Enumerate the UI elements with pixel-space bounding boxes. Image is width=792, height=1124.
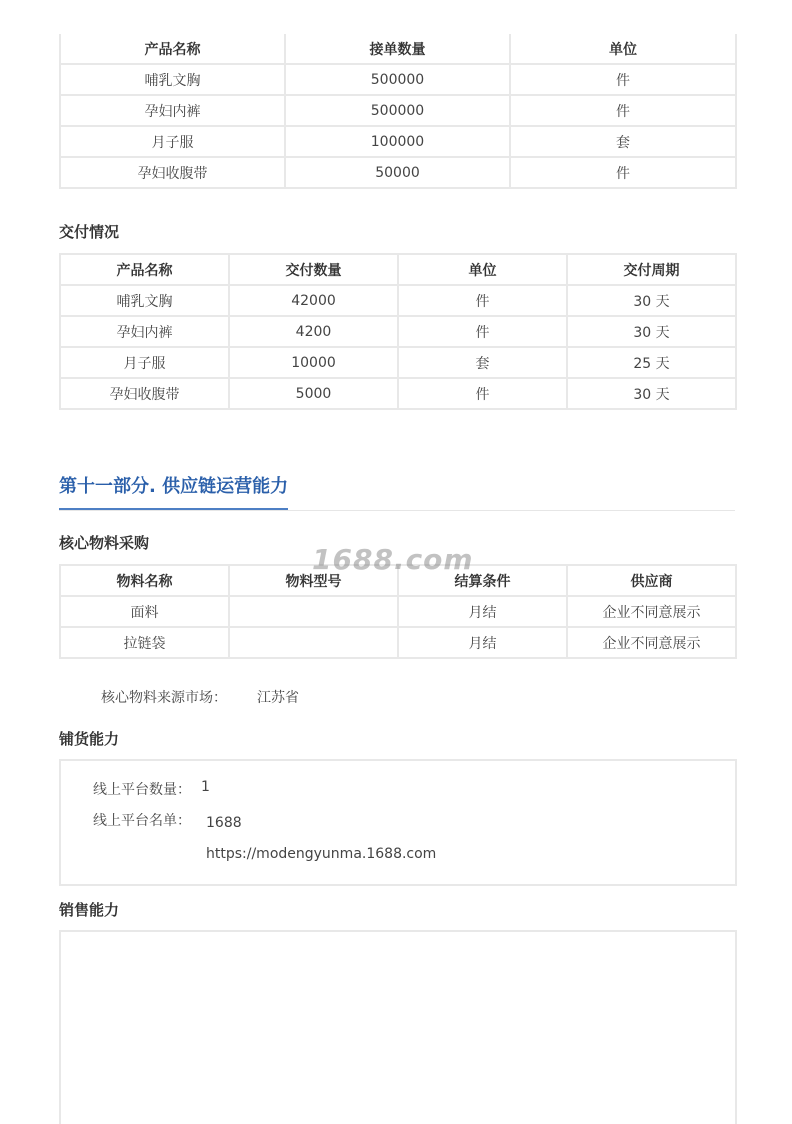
material-source-value: 江苏省 xyxy=(257,690,299,706)
table-cell: 4200 xyxy=(229,316,398,347)
section-title xyxy=(59,474,735,511)
table-row xyxy=(60,627,736,658)
column-header: 交付数量 xyxy=(229,254,398,285)
column-header: 结算条件 xyxy=(398,565,567,596)
platform-name: 1688 xyxy=(206,815,242,831)
platform-list-label: 线上平台名单： xyxy=(93,813,191,829)
table-row xyxy=(60,596,736,627)
column-header: 供应商 xyxy=(567,565,736,596)
table-cell: 月结 xyxy=(398,627,567,658)
table-cell: 10000 xyxy=(229,347,398,378)
table-cell: 件 xyxy=(510,157,736,188)
table-cell: 面料 xyxy=(60,596,229,627)
materials-table xyxy=(59,564,737,659)
table-cell: 件 xyxy=(398,316,567,347)
table-cell: 套 xyxy=(510,126,736,157)
table-row xyxy=(60,378,736,409)
table-cell: 企业不同意展示 xyxy=(567,627,736,658)
platform-count-label: 线上平台数量： xyxy=(93,782,191,798)
table-cell xyxy=(229,627,398,658)
table-cell: 件 xyxy=(510,64,736,95)
table-cell xyxy=(229,596,398,627)
table-cell: 30 天 xyxy=(567,285,736,316)
table-cell: 100000 xyxy=(285,126,510,157)
table-header-row xyxy=(60,565,736,596)
column-header: 物料名称 xyxy=(60,565,229,596)
column-header: 产品名称 xyxy=(60,254,229,285)
column-header: 单位 xyxy=(398,254,567,285)
table-cell: 500000 xyxy=(285,64,510,95)
section-title-text: 第十一部分. 供应链运营能力 xyxy=(59,474,288,510)
table-cell: 件 xyxy=(398,378,567,409)
table-cell: 月子服 xyxy=(60,126,285,157)
materials-heading: 核心物料采购 xyxy=(59,534,150,552)
column-header: 物料型号 xyxy=(229,565,398,596)
distribution-heading: 铺货能力 xyxy=(59,730,120,748)
platform-url-link[interactable]: https://modengyunma.1688.com xyxy=(206,846,437,862)
table-row xyxy=(60,64,736,95)
column-header: 交付周期 xyxy=(567,254,736,285)
table-row xyxy=(60,316,736,347)
table-header-row xyxy=(60,254,736,285)
column-header: 接单数量 xyxy=(285,34,510,64)
table-cell: 哺乳文胸 xyxy=(60,64,285,95)
sales-box xyxy=(59,930,737,1124)
material-source-label: 核心物料来源市场： xyxy=(101,690,227,706)
watermark: 1688.com xyxy=(312,543,474,576)
table-row xyxy=(60,95,736,126)
table-cell: 孕妇收腹带 xyxy=(60,157,285,188)
table-row xyxy=(60,285,736,316)
delivery-heading: 交付情况 xyxy=(59,223,120,241)
table-cell: 42000 xyxy=(229,285,398,316)
sales-heading: 销售能力 xyxy=(59,901,120,919)
table-cell: 30 天 xyxy=(567,378,736,409)
table-cell: 套 xyxy=(398,347,567,378)
table-cell: 哺乳文胸 xyxy=(60,285,229,316)
table-cell: 500000 xyxy=(285,95,510,126)
delivery-table xyxy=(59,253,737,410)
table-row xyxy=(60,126,736,157)
column-header: 产品名称 xyxy=(60,34,285,64)
table-cell: 孕妇内裤 xyxy=(60,95,285,126)
table-cell: 孕妇内裤 xyxy=(60,316,229,347)
table-cell: 件 xyxy=(510,95,736,126)
column-header: 单位 xyxy=(510,34,736,64)
table-cell: 企业不同意展示 xyxy=(567,596,736,627)
table-cell: 件 xyxy=(398,285,567,316)
table-cell: 月子服 xyxy=(60,347,229,378)
table-row xyxy=(60,157,736,188)
table-cell: 月结 xyxy=(398,596,567,627)
table-cell: 孕妇收腹带 xyxy=(60,378,229,409)
table-header-row xyxy=(60,34,736,64)
table-cell: 拉链袋 xyxy=(60,627,229,658)
table-cell: 50000 xyxy=(285,157,510,188)
orders-table xyxy=(59,34,737,189)
table-cell: 5000 xyxy=(229,378,398,409)
table-cell: 30 天 xyxy=(567,316,736,347)
table-cell: 25 天 xyxy=(567,347,736,378)
distribution-box xyxy=(59,759,737,886)
table-row xyxy=(60,347,736,378)
platform-count-value: 1 xyxy=(201,779,210,795)
